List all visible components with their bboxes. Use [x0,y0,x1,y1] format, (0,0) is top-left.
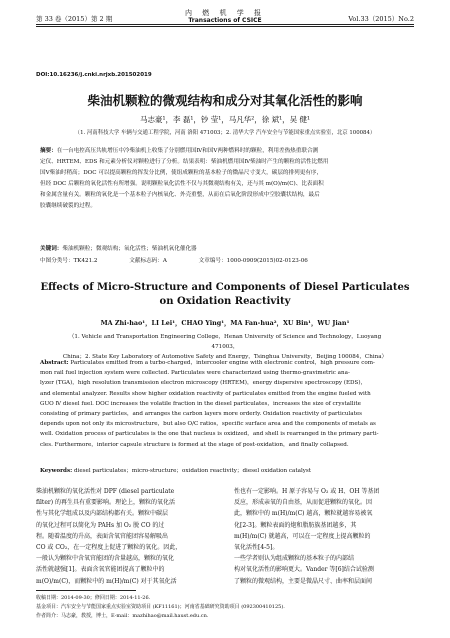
body-line: 一些学者则认为组成颗粒的基本粒子的内部结 [234,555,355,563]
journal-name-zh: 内 燃 机 学 报 [185,9,265,17]
document-code: 文献标志码：A [129,258,167,264]
title-en [0,281,450,309]
classification-zh [40,256,410,264]
volume-issue-en: Vol.33（2015）No.2 [348,15,414,23]
abstract-en-line: depends upon not only its microstructure，but also O/C ratios，specific surface area and the components of metals as [40,421,376,428]
abstract-en-line: consisting of primary particles，and arranges the carbon layers more orderly. Oxidation reactivity of particulates [40,411,363,418]
body-line: 构对氧化活性的影响更大。Vander 等[6]结合试验测 [234,566,374,574]
authors-zh: 马志豪¹，李 磊¹，钞 莹¹，马凡华²，徐 斌¹，吴 健¹ [139,115,311,124]
title-en-line: on Oxidation Reactivity [159,296,291,307]
abstract-en-line: well. Oxidation process of particulates is the one that nucleus is oxidized，and shell is rearranged in the primary parti- [40,431,379,438]
abstract-zh-line: 定仪、HRTEM、EDS 和元素分析仪对颗粒进行了分析。结果表明：柴油机燃用国Ⅳ柴油时产生的颗粒的活性比燃用 [40,159,329,165]
body-line: filter) 的再生具有重要影响。理论上，颗粒的氧化活 [36,499,175,507]
clc-number: 中图分类号：TK421.2 [40,258,98,264]
abstract-en-label: Abstract: [40,360,69,366]
abstract-zh-line: 和金属含量有关。颗粒的氧化是一个基本粒子内核氧化、外壳重整，从而在后氧化阶段形成中空胶囊状结构，最后 [40,192,320,198]
footnote-author: 作者简介：马志豪，教授，博士，E-mail：mazhihao@mail.haust.edu.cn. [36,613,209,619]
body-line: 此，颗粒中的 m(H)/m(C) 越高，颗粒就越容易被氧 [234,510,373,518]
body-line: 一般认为颗粒中含氧官能团的含量越高，颗粒的氧化 [36,555,175,563]
keywords-en-label: Keywords: [40,468,73,474]
abstract-en [40,358,410,450]
body-line: CO 或 CO₂，在一定程度上促进了颗粒的氧化。因此， [36,544,182,552]
affiliation-en-line: China；2. State Key Laboratory of Automotive Safety and Energy，Tsinghua University，Beijing 100084，China） [62,354,388,360]
abstract-zh [40,146,410,212]
article-number: 文章编号：1000-0909(2015)02-0123-06 [198,258,308,264]
abstract-zh-line: 胶囊继续破裂的过程。 [40,203,96,209]
body-line: 活性就越强[1]。表面含氧官能团提高了颗粒中的 [36,566,165,574]
header-rule [36,24,414,25]
footnotes [36,594,414,621]
running-header [36,8,414,38]
affiliation-zh: （1. 河南科技大学 车辆与交通工程学院，河南 洛阳 471003；2. 清华大学 汽车安全与节能国家重点实验室，北京 100084） [74,130,376,136]
abstract-en-line: GUO Ⅳ diesel fuel. DOC increases the volatile fraction in the diesel particulates，increases the size of crystallite [40,400,361,407]
footnote-funding: 基金项目：汽车安全与节能国家重点实验室资助项目 (KF11161)；河南省基础研究资助项目 (092300410125). [36,604,285,610]
body-column-right [234,486,416,587]
title-zh: 柴油机颗粒的微观结构和成分对其氧化活性的影响 [87,93,363,108]
keywords-zh-text: 柴油机颗粒；微观结构；氧化活性；柴油机氧化催化器 [62,246,197,252]
abstract-en-line: and elemental analyzer. Results show higher oxidation reactivity of particulates emitted from the engine fueled with [40,390,371,397]
body-line: 的氧化过程可以简化为 PAHs 加 O₂ 脱 CO 的过 [36,521,165,529]
abstract-en-line: Particulates emitted from a turbo-charged，intercooler engine with electronic control，high pressure com- [70,360,375,366]
volume-issue-zh: 第 33 卷（2015）第 2 期 [36,15,113,23]
abstract-en-line: mon rail fuel injection system were collected. Particulates were characterized using thermo-gravimetric ana- [40,370,350,377]
keywords-en [40,466,410,474]
body-line: 程。随着温度的升高，表面含氧官能团容易解吸出 [36,532,169,540]
keywords-zh [40,244,410,252]
body-line: 化[2-3]。颗粒表面的炮和脂肪族基团越多，其 [234,521,357,529]
title-en-line: Effects of Micro-Structure and Components of Diesel Particulates [40,282,410,293]
body-line: 反应，形成亲氧的自由基，从而促进颗粒的氧化。因 [234,499,373,507]
body-line: m(O)/m(C)，而颗粒中的 m(H)/m(C) 对于其氧化活 [36,577,177,585]
body-column-left [36,486,218,587]
keywords-zh-label: 关键词： [40,246,63,252]
header-rule-thin [36,26,414,27]
footnote-rule [36,590,136,591]
abstract-zh-line: 在一台电控高压共轨增压中冷柴油机上收集了分别燃用国Ⅳ和国Ⅴ两种燃料时的颗粒，利用差热热重联合测 [56,148,319,154]
authors-en: MA Zhi-hao¹，LI Lei¹，CHAO Ying¹，MA Fan-hua²，XU Bin¹，WU Jian¹ [100,319,350,327]
doi[interactable]: DOI:10.16236/j.cnki.nrjxb.201502019 [36,72,152,78]
body-line: 氧化活性[4-5]。 [234,544,279,552]
abstract-en-line: lyzer (TGA)，high resolution transmission electron microscopy (HRTEM)，energy dispersive spectroscopy (EDS)， [40,380,367,387]
keywords-en-text: diesel particulates；micro-structure；oxidation reactivity；diesel oxidation catalyst [73,468,312,474]
journal-name-en: Transactions of CSICE [188,17,262,24]
abstract-zh-label: 摘要： [40,148,57,154]
abstract-en-line: cles. Furthermore，interior capsule structure is formed at the stage of post-oxidation，and finally collapsed. [40,441,349,448]
body-line: 性与其化学组成以及内部结构都有关。颗粒中碳层 [36,510,169,518]
body-line: m(H)/m(C) 就越高，可以在一定程度上提高颗粒的 [234,532,371,540]
footnote-received: 收稿日期：2014-09-30；修回日期：2014-11-26. [36,595,151,601]
abstract-zh-line: 国Ⅴ柴油时稍高；DOC 可以提高颗粒的挥发分比例，使组成颗粒的基本粒子的微晶尺寸变大，碳层的排列更有序， [40,170,323,176]
affiliation-en-line: （1. Vehicle and Transportation Engineering College，Henan University of Science and Technology，Luoyang 471003， [68,334,382,350]
body-line: 性也有一定影响。H 原子容易与 O₂ 或 H、OH 等基团 [234,488,380,495]
body-line: 了颗粒的微观结构，主要是微晶尺寸、曲率和层面间 [234,577,373,585]
abstract-zh-line: 但经 DOC 后颗粒的氧化活性有所增强。说明颗粒氧化活性不仅与其微观结构有关，还与其 m(O)/m(C)、比表面积 [40,181,324,187]
body-line: 柴油机颗粒的氧化活性对 DPF (diesel particulate [36,488,175,495]
